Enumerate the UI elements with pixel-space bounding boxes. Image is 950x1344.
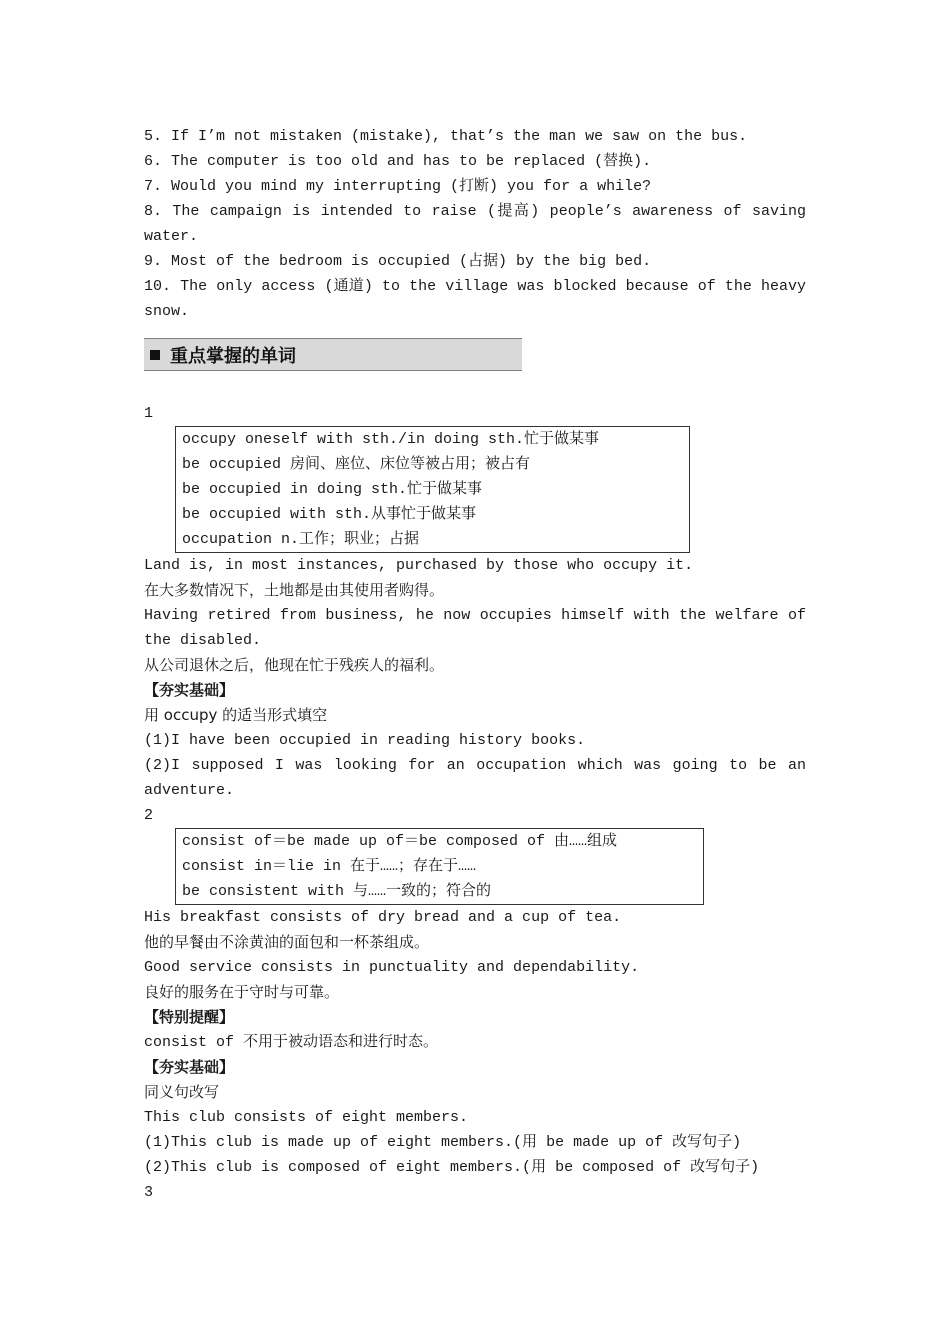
word-number-1: 1 [144, 405, 154, 422]
exercise-item: (2)This club is composed of eight members.(用 be composed of 改写句子) [144, 1159, 760, 1176]
usage-line: be occupied with sth.从事忙于做某事 [182, 506, 477, 523]
tag-foundation: 【夯实基础】 [144, 681, 235, 699]
word-number-2: 2 [144, 807, 154, 824]
word1-usage-box [175, 426, 690, 553]
example-en: Good service consists in punctuality and dependability. [144, 959, 640, 976]
usage-line: consist of＝be made up of＝be composed of 由……组成 [182, 833, 618, 850]
example-en: His breakfast consists of dry bread and a cup of tea. [144, 909, 622, 926]
example-cn: 在大多数情况下，土地都是由其使用者购得。 [144, 581, 445, 599]
section-heading-text: 重点掌握的单词 [170, 345, 296, 367]
exercise-instruction: 用 occupy 的适当形式填空 [144, 706, 328, 724]
exercise-sentence: This club consists of eight members. [144, 1109, 469, 1126]
item-8: 8. The campaign is intended to raise (提高) people’s awareness of saving water. [144, 203, 816, 245]
item-7: 7. Would you mind my interrupting (打断) you for a while? [144, 178, 652, 195]
item-9: 9. Most of the bedroom is occupied (占据) by the big bed. [144, 253, 652, 270]
word-number-3: 3 [144, 1184, 154, 1201]
reminder-note: consist of 不用于被动语态和进行时态。 [144, 1034, 439, 1051]
exercise-item: (1)This club is made up of eight members.(用 be made up of 改写句子) [144, 1134, 742, 1151]
exercise-item: (1)I have been occupied in reading history books. [144, 732, 586, 749]
square-bullet-icon [150, 350, 160, 360]
item-5: 5. If I’m not mistaken (mistake), that’s the man we saw on the bus. [144, 128, 748, 145]
item-10: 10. The only access (通道) to the village was blocked because of the heavy snow. [144, 278, 816, 320]
example-en: Having retired from business, he now occupies himself with the welfare of the disabled. [144, 607, 816, 649]
usage-line: be consistent with 与……一致的；符合的 [182, 883, 492, 900]
usage-line: occupation n.工作；职业；占据 [182, 531, 420, 548]
usage-line: consist in＝lie in 在于……；存在于…… [182, 858, 477, 875]
usage-line: be occupied 房间、座位、床位等被占用；被占有 [182, 456, 531, 473]
usage-line: be occupied in doing sth.忙于做某事 [182, 481, 483, 498]
example-cn: 良好的服务在于守时与可靠。 [144, 983, 340, 1001]
item-6: 6. The computer is too old and has to be replaced (替换). [144, 153, 652, 170]
example-cn: 他的早餐由不涂黄油的面包和一杯茶组成。 [144, 933, 430, 951]
exercise-item: (2)I supposed I was looking for an occupation which was going to be an adventure. [144, 757, 816, 799]
tag-special-reminder: 【特别提醒】 [144, 1008, 235, 1026]
example-en: Land is, in most instances, purchased by those who occupy it. [144, 557, 694, 574]
exercise-instruction: 同义句改写 [144, 1083, 220, 1101]
example-cn: 从公司退休之后，他现在忙于残疾人的福利。 [144, 656, 445, 674]
section-heading [144, 338, 522, 371]
document-page [144, 124, 816, 1205]
usage-line: occupy oneself with sth./in doing sth.忙于做某事 [182, 431, 600, 448]
word2-usage-box [175, 828, 704, 905]
tag-foundation: 【夯实基础】 [144, 1058, 235, 1076]
